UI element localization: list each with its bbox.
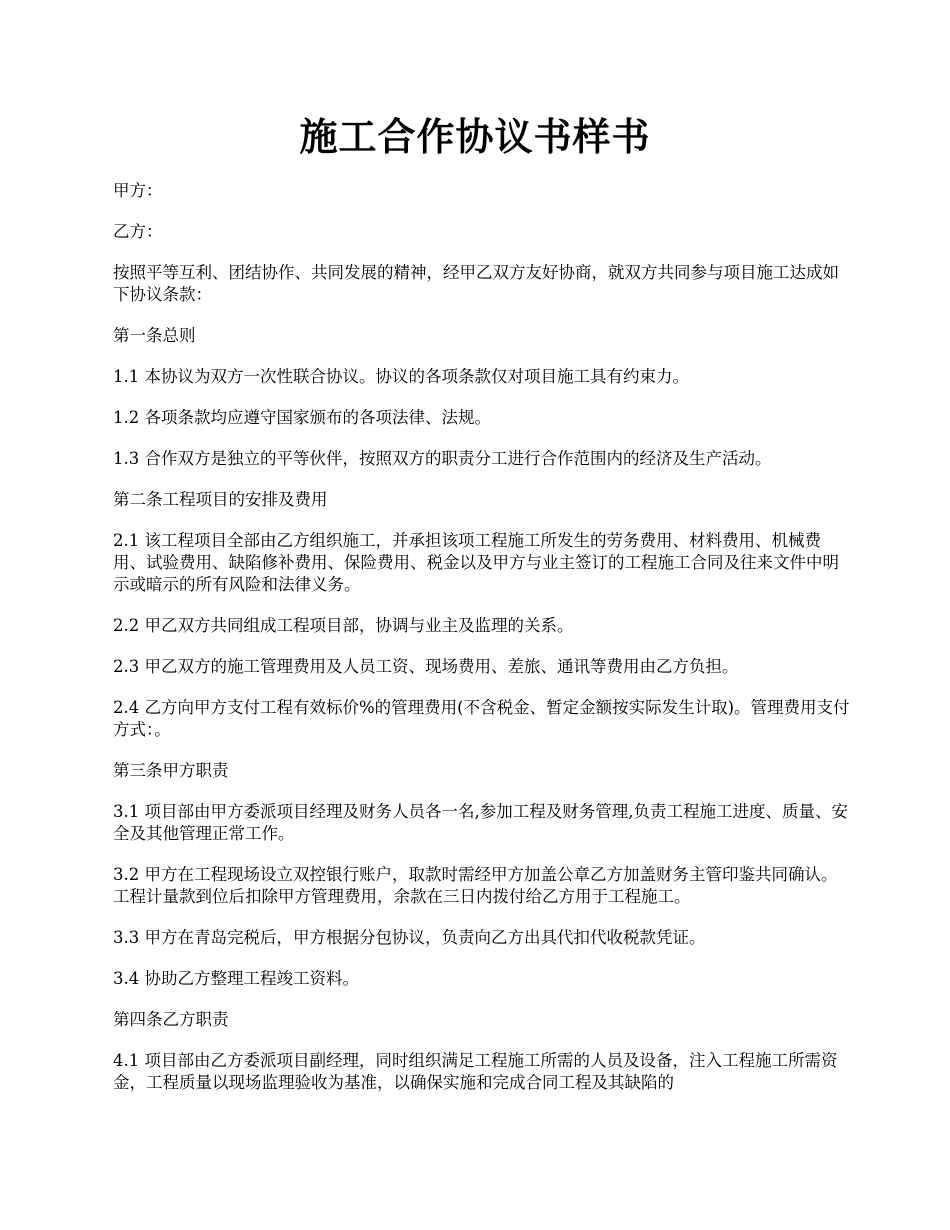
- party-a-line: 甲方：: [113, 181, 163, 200]
- party-b-line: 乙方：: [113, 222, 163, 241]
- clause-4-1: 4.1 项目部由乙方委派项目副经理，同时组织满足工程施工所需的人员及设备，注入工程施工所需资金，工程质量以现场监理验收为基准，以确保实施和完成合同工程及其缺陷的: [113, 1051, 838, 1092]
- clause-3-2: 3.2 甲方在工程现场设立双控银行账户，取款时需经甲方加盖公章乙方加盖财务主管印鉴共同确认。工程计量款到位后扣除甲方管理费用，余款在三日内拨付给乙方用于工程施工。: [113, 865, 838, 906]
- preamble-paragraph: 按照平等互利、团结协作、共同发展的精神，经甲乙双方友好协商，就双方共同参与项目施工达成如下协议条款：: [113, 263, 839, 304]
- article-2-heading: 第二条工程项目的安排及费用: [113, 490, 328, 509]
- clause-3-4: 3.4 协助乙方整理工程竣工资料。: [113, 969, 359, 988]
- clause-2-2: 2.2 甲乙双方共同组成工程项目部，协调与业主及监理的关系。: [113, 616, 574, 635]
- article-1-heading: 第一条总则: [113, 326, 196, 345]
- clause-1-1: 1.1 本协议为双方一次性联合协议。协议的各项条款仅对项目施工具有约束力。: [113, 367, 689, 386]
- clause-2-4: 2.4 乙方向甲方支付工程有效标价%的管理费用(不含税金、暂定金额按实际发生计取)。管理费用支付方式：。: [113, 698, 850, 739]
- article-3-heading: 第三条甲方职责: [113, 761, 229, 780]
- document-body: [113, 180, 853, 1113]
- article-4-heading: 第四条乙方职责: [113, 1010, 229, 1029]
- clause-3-1: 3.1 项目部由甲方委派项目经理及财务人员各一名,参加工程及财务管理,负责工程施工进度、质量、安全及其他管理正常工作。: [113, 802, 848, 843]
- document-title: 施工合作协议书样书: [299, 114, 651, 159]
- clause-1-2: 1.2 各项条款均应遵守国家颁布的各项法律、法规。: [113, 408, 491, 427]
- clause-2-1: 2.1 该工程项目全部由乙方组织施工，并承担该项工程施工所发生的劳务费用、材料费用、机械费用、试验费用、缺陷修补费用、保险费用、税金以及甲方与业主签订的工程施工合同及往来文件中明示或暗示的所有风险和法律义务。: [113, 531, 839, 594]
- clause-2-3: 2.3 甲乙双方的施工管理费用及人员工资、现场费用、差旅、通讯等费用由乙方负担。: [113, 657, 739, 676]
- clause-3-3: 3.3 甲方在青岛完税后，甲方根据分包协议，负责向乙方出具代扣代收税款凭证。: [113, 928, 706, 947]
- clause-1-3: 1.3 合作双方是独立的平等伙伴，按照双方的职责分工进行合作范围内的经济及生产活动。: [113, 449, 772, 468]
